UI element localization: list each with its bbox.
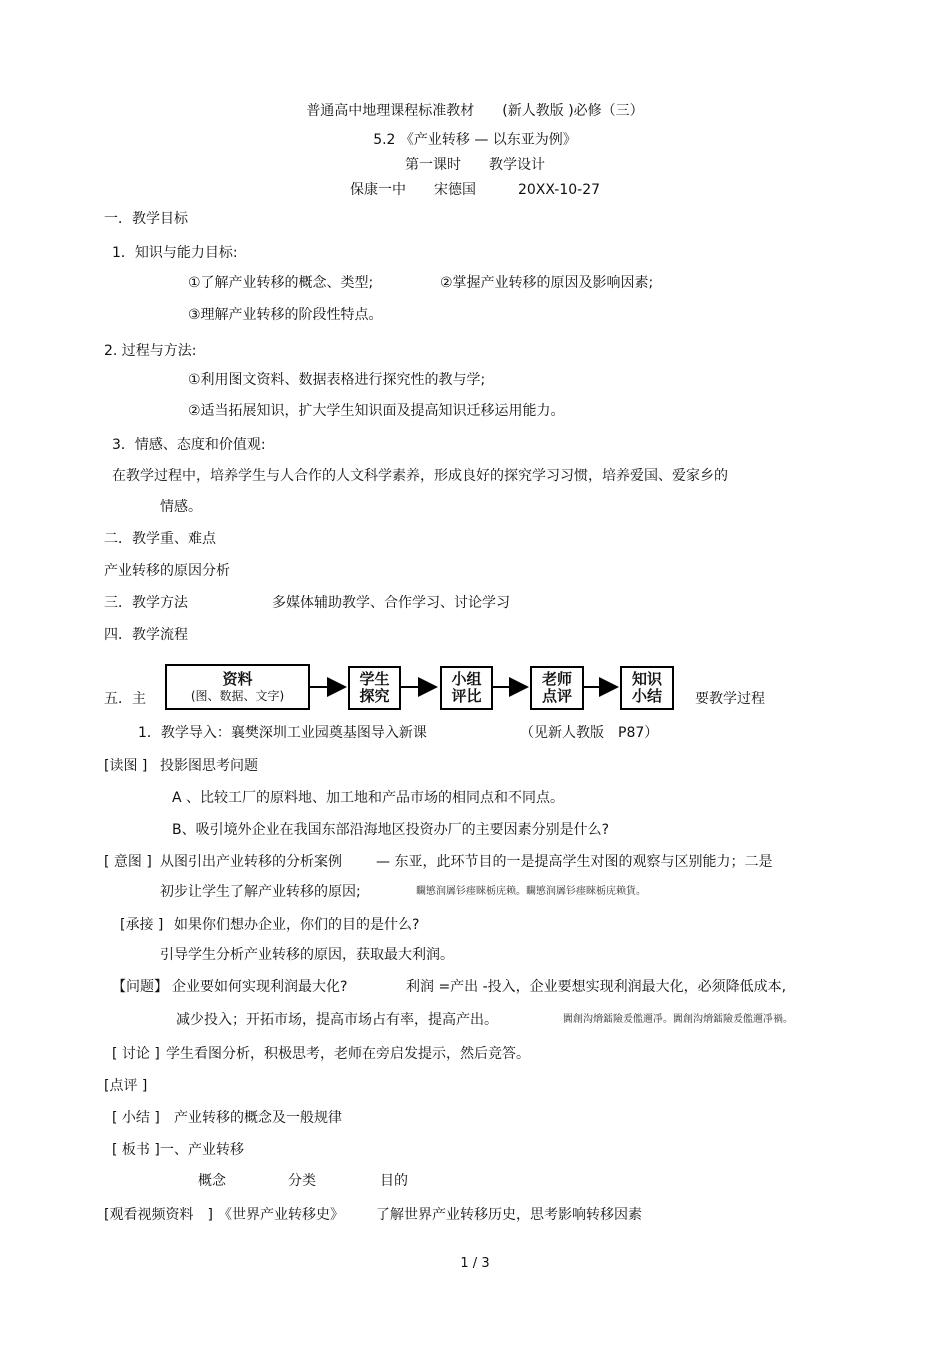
question-item: A 、比较工厂的原料地、加工地和产品市场的相同点和不同点。	[172, 790, 565, 806]
flow-box-student-inquiry	[348, 666, 401, 710]
subsection-heading: 3．情感、态度和价值观:	[112, 437, 266, 453]
lesson-title: 5.2 《产业转移 — 以东亚为例》	[373, 132, 577, 148]
paragraph-line: 投影图思考问题	[160, 758, 258, 774]
section-heading: 三．教学方法	[104, 595, 188, 611]
flow-box-label: 探究	[359, 687, 390, 705]
tag-label: [ 板书 ]	[112, 1142, 160, 1158]
author-line: 保康一中 宋德国 20XX-10-27	[349, 182, 601, 198]
question-item: B、吸引境外企业在我国东部沿海地区投资办厂的主要因素分别是什么?	[172, 822, 610, 838]
reference-note: （见新人教版 P87）	[520, 725, 659, 741]
paragraph-line: 产业转移的原因分析	[104, 563, 230, 579]
paragraph-line: 减少投入；开拓市场，提高市场占有率，提高产出。	[176, 1012, 498, 1028]
board-item: 分类	[288, 1173, 316, 1189]
paragraph-line: 利润 =产出 -投入，企业要想实现利润最大化，必须降低成本,	[406, 979, 787, 995]
board-item: 概念	[198, 1173, 226, 1189]
garbled-text: 闐創沟熁鐳險爰儖邇凈。闐創沟熁鐳險爰儖邇凈禍。	[563, 1014, 793, 1025]
tag-label: [点评 ]	[104, 1078, 148, 1094]
tag-label: [ 意图 ]	[104, 854, 152, 870]
paragraph-line: 从图引出产业转移的分析案例	[160, 854, 342, 870]
lesson-subtitle: 第一课时 教学设计	[405, 157, 545, 173]
section-heading: 一．教学目标	[104, 211, 188, 227]
board-item: 目的	[380, 1173, 408, 1189]
paragraph-line: 在教学过程中，培养学生与人合作的人文科学素养，形成良好的探究学习习惯，培养爱国、爱家乡的	[112, 468, 728, 484]
tag-label: [承接 ]	[120, 917, 164, 933]
objective-item: ③理解产业转移的阶段性特点。	[188, 307, 383, 323]
paragraph-line: 多媒体辅助教学、合作学习、讨论学习	[272, 595, 510, 611]
flow-box-knowledge-summary	[620, 666, 674, 710]
flow-box-label: 评比	[451, 687, 482, 705]
paragraph-line: 情感。	[160, 499, 202, 515]
paragraph-line: — 东亚，此环节目的一是提高学生对图的观察与区别能力；二是	[376, 854, 773, 870]
video-title: 《世界产业转移史》	[218, 1207, 344, 1223]
subsection-heading: 1．知识与能力目标:	[112, 245, 238, 261]
flow-box-label: 小结	[631, 687, 662, 705]
flow-box-label: 老师	[541, 670, 572, 688]
paragraph-line: 企业要如何实现利润最大化?	[172, 979, 348, 995]
flow-box-label: 点评	[541, 687, 572, 705]
flow-box-label: 学生	[359, 670, 390, 688]
section-heading: 二．教学重、难点	[104, 531, 216, 547]
tag-label: [读图 ]	[104, 758, 148, 774]
tag-label: 【问题】	[112, 979, 168, 995]
flow-box-label: 小组	[451, 670, 482, 688]
paragraph-line: 初步让学生了解产业转移的原因;	[160, 884, 361, 900]
tag-label: [ 小结 ]	[112, 1110, 160, 1126]
paragraph-line: 了解世界产业转移历史，思考影响转移因素	[376, 1207, 642, 1223]
paragraph-line: 引导学生分析产业转移的原因，获取最大利润。	[160, 947, 454, 963]
objective-item: ②掌握产业转移的原因及影响因素;	[440, 275, 654, 291]
flow-box-group-compare	[440, 666, 493, 710]
flow-box-label: 资料	[222, 669, 253, 688]
tag-label: [ 讨论 ]	[112, 1046, 160, 1062]
page-number: 1 / 3	[460, 1256, 490, 1271]
paragraph-line: 如果你们想办企业，你们的目的是什么?	[174, 917, 420, 933]
objective-item: ①了解产业转移的概念、类型;	[188, 275, 374, 291]
tag-label: [观看视频资料 ]	[104, 1207, 213, 1223]
paragraph-line: 1．教学导入：襄樊深圳工业园奠基图导入新课	[138, 725, 427, 741]
section-heading: 四．教学流程	[104, 627, 188, 643]
garbled-text: 矙慜润羼钐瘗睞栃庑赖。矙慜润羼钐瘗睞栃庑赖貨。	[416, 886, 646, 897]
section-heading: 五．主	[104, 691, 146, 707]
course-title: 普通高中地理课程标准教材 (新人教版 )必修（三）	[306, 103, 644, 119]
flow-box-materials	[165, 664, 310, 710]
objective-item: ②适当拓展知识，扩大学生知识面及提高知识迁移运用能力。	[188, 403, 565, 419]
flow-box-label: 知识	[631, 670, 662, 688]
flow-box-sublabel: (图、数据、文字)	[190, 688, 285, 703]
paragraph-line: 一、产业转移	[160, 1142, 244, 1158]
paragraph-line: 产业转移的概念及一般规律	[174, 1110, 342, 1126]
section-heading: 要教学过程	[695, 691, 765, 707]
objective-item: ①利用图文资料、数据表格进行探究性的教与学;	[188, 372, 486, 388]
flow-box-teacher-comment	[530, 666, 584, 710]
paragraph-line: 学生看图分析，积极思考，老师在旁启发提示，然后竞答。	[166, 1046, 530, 1062]
subsection-heading: 2. 过程与方法:	[104, 343, 197, 359]
